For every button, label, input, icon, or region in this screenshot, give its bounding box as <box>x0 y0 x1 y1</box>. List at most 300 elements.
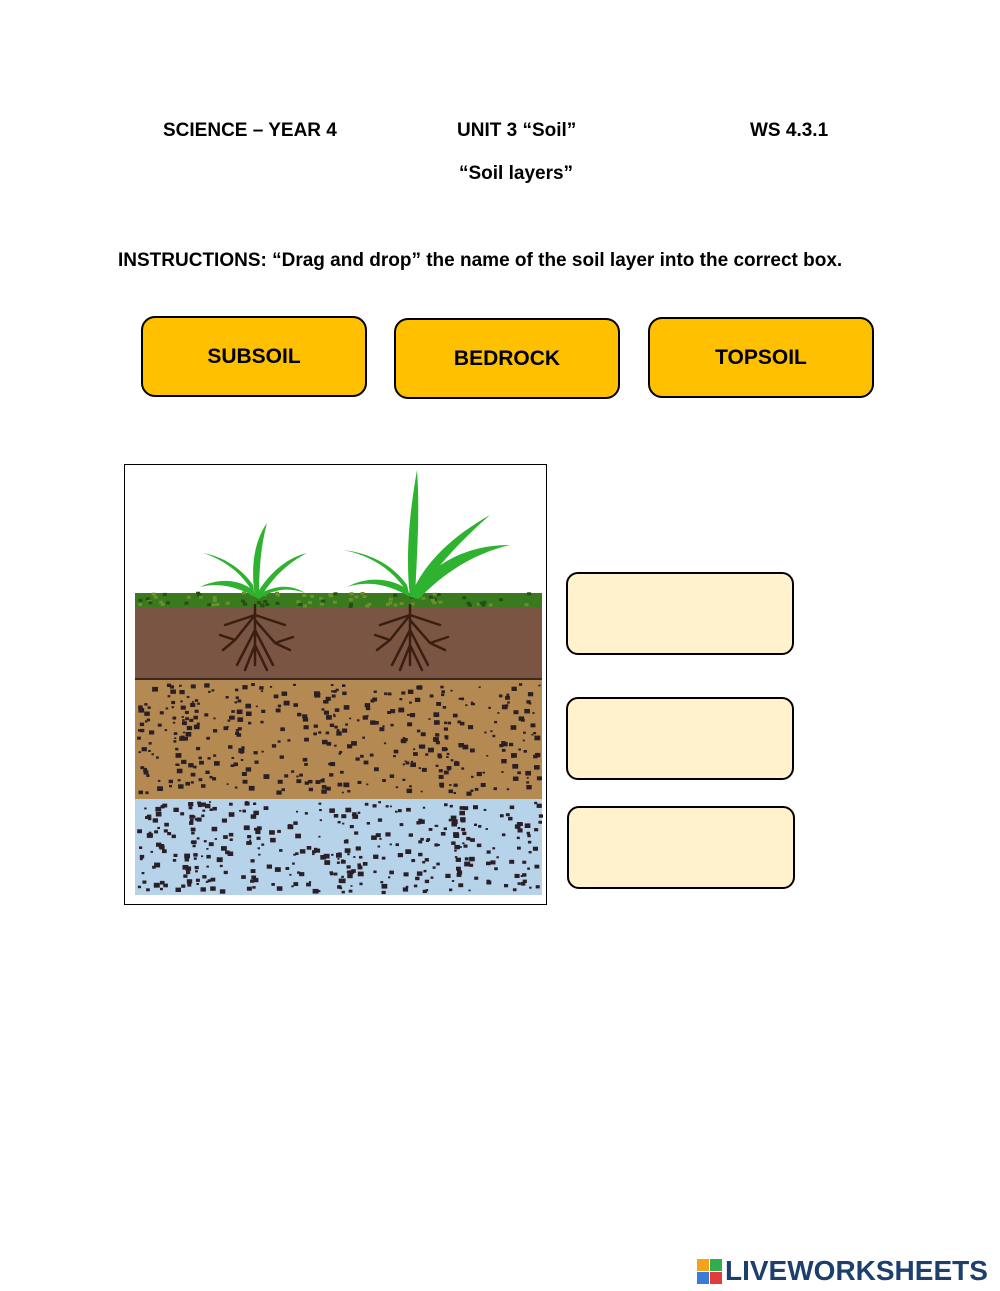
speckle <box>309 881 311 883</box>
speckle <box>472 703 475 705</box>
speckle <box>343 783 349 788</box>
speckle <box>251 859 255 862</box>
speckle <box>199 761 204 765</box>
speckle <box>322 708 325 710</box>
speckle <box>145 791 148 794</box>
speckle <box>428 748 434 753</box>
speckle <box>512 687 517 691</box>
speckle <box>477 844 481 848</box>
grass-tuft <box>320 603 324 606</box>
speckle <box>296 779 301 783</box>
speckle <box>494 867 498 870</box>
speckle <box>331 854 333 856</box>
speckle <box>299 774 303 777</box>
speckle <box>167 684 171 687</box>
speckle <box>342 891 345 894</box>
speckle <box>425 753 428 756</box>
grass-tuft <box>499 598 503 601</box>
grass-tuft <box>462 596 466 599</box>
speckle <box>237 710 243 715</box>
grass-tuft <box>349 603 353 606</box>
speckle <box>403 763 405 765</box>
speckle <box>422 768 427 772</box>
grass-strip <box>135 593 542 607</box>
speckle <box>373 804 377 807</box>
speckle <box>202 810 205 812</box>
speckle <box>313 732 317 735</box>
speckle <box>407 789 413 793</box>
grass-tuft <box>211 603 215 606</box>
speckle <box>425 880 429 883</box>
speckle <box>341 814 346 818</box>
speckle <box>487 850 491 853</box>
grass-tuft <box>199 596 203 599</box>
speckle <box>197 837 200 839</box>
speckle <box>521 882 526 886</box>
speckle <box>304 763 308 766</box>
speckle <box>337 858 339 860</box>
speckle <box>484 809 487 811</box>
speckle <box>258 854 260 856</box>
speckle <box>502 833 506 836</box>
speckle <box>277 886 283 891</box>
grass-tuft <box>166 601 170 604</box>
speckle <box>333 715 335 717</box>
speckle <box>358 872 364 877</box>
grass-tuft <box>276 594 280 597</box>
speckle <box>245 704 251 709</box>
speckle <box>527 777 529 779</box>
speckle <box>382 857 386 860</box>
page-title: “Soil layers” <box>459 163 574 184</box>
speckle <box>201 855 203 857</box>
speckle <box>192 840 197 844</box>
speckle <box>433 866 436 868</box>
speckle <box>278 780 283 784</box>
speckle <box>358 812 361 814</box>
speckle <box>305 812 308 815</box>
speckle <box>406 808 411 812</box>
grass-tuft <box>333 601 337 604</box>
speckle <box>137 737 141 740</box>
speckle <box>156 756 159 758</box>
speckle <box>519 683 522 686</box>
speckle <box>201 803 206 807</box>
speckle <box>238 748 244 753</box>
speckle <box>424 870 427 872</box>
speckle <box>507 701 510 703</box>
speckle <box>192 701 194 703</box>
speckle <box>154 885 157 888</box>
speckle <box>415 698 420 702</box>
speckle <box>138 729 141 732</box>
speckle <box>151 851 154 853</box>
speckle <box>153 818 158 822</box>
drag-tile-subsoil[interactable]: SUBSOIL <box>141 316 367 397</box>
speckle <box>458 743 464 747</box>
logo-blocks-icon <box>697 1259 722 1284</box>
speckle <box>293 882 298 886</box>
speckle <box>284 774 288 777</box>
speckle <box>209 842 214 846</box>
speckle <box>367 822 370 825</box>
speckle <box>173 722 175 724</box>
speckle <box>433 737 439 742</box>
speckle <box>378 801 381 803</box>
plant-leaves <box>200 470 510 599</box>
grass-tuft <box>400 602 404 605</box>
speckle <box>501 771 503 773</box>
speckle <box>337 862 340 864</box>
speckle <box>454 845 460 849</box>
speckle <box>513 777 519 781</box>
drop-box-bottom[interactable] <box>567 806 795 889</box>
speckle <box>526 700 530 703</box>
speckle <box>510 806 515 810</box>
speckle <box>524 709 530 714</box>
speckle <box>237 717 243 722</box>
speckle <box>279 849 282 852</box>
speckle <box>293 821 297 825</box>
speckle <box>174 737 176 739</box>
speckle <box>142 747 147 751</box>
speckle <box>351 885 353 887</box>
speckle <box>291 885 293 887</box>
grass-tuft <box>429 596 433 599</box>
speckle <box>195 866 199 869</box>
speckle <box>258 847 260 849</box>
speckle <box>277 830 281 833</box>
speckle <box>259 686 263 690</box>
speckle <box>335 708 340 712</box>
speckle <box>306 883 311 887</box>
speckle <box>253 803 256 806</box>
speckle <box>324 854 330 859</box>
speckle <box>454 762 460 766</box>
speckle <box>436 765 439 767</box>
speckle <box>256 830 260 833</box>
grass-tuft <box>241 600 245 603</box>
speckle <box>439 775 444 779</box>
speckle <box>354 831 358 834</box>
speckle <box>248 722 251 725</box>
speckle <box>322 778 324 780</box>
speckle <box>342 792 344 794</box>
speckle <box>528 692 533 696</box>
speckle <box>537 776 542 780</box>
speckle <box>196 747 200 750</box>
speckle <box>217 857 223 862</box>
speckle <box>209 801 211 803</box>
speckle <box>370 754 374 757</box>
speckle <box>190 819 194 822</box>
speckle <box>338 821 341 823</box>
speckle <box>539 814 543 817</box>
speckle <box>180 812 184 815</box>
speckle <box>386 805 389 807</box>
speckle <box>293 854 296 856</box>
speckle <box>513 888 517 891</box>
speckle <box>201 815 204 818</box>
speckle <box>448 769 451 771</box>
speckle <box>197 723 200 725</box>
speckle <box>378 818 382 821</box>
speckle <box>191 773 196 777</box>
speckle <box>456 867 461 871</box>
speckle <box>139 751 141 753</box>
speckle <box>221 846 227 851</box>
speckle <box>517 837 520 839</box>
grass-tuft <box>152 593 156 596</box>
speckle <box>464 845 468 848</box>
speckle <box>462 842 464 844</box>
speckle <box>180 700 183 702</box>
speckle <box>262 751 264 753</box>
speckle <box>324 711 329 715</box>
speckle <box>454 850 457 852</box>
speckle <box>201 784 206 788</box>
grass-tuft <box>432 601 436 604</box>
speckle <box>314 725 318 728</box>
speckle <box>407 714 410 716</box>
speckle <box>413 752 418 756</box>
speckle <box>469 857 475 862</box>
speckle <box>239 810 241 812</box>
speckle <box>461 828 465 831</box>
speckle <box>470 749 475 753</box>
speckle <box>197 703 200 705</box>
speckle <box>261 710 265 713</box>
speckle <box>254 751 258 754</box>
grass-tuft <box>349 598 353 601</box>
speckle <box>374 691 377 694</box>
speckle <box>531 734 533 736</box>
speckle <box>533 732 536 734</box>
speckle <box>450 805 453 808</box>
speckle <box>350 825 354 828</box>
speckle <box>184 854 190 859</box>
grass-tuft <box>226 602 230 605</box>
speckle <box>186 732 192 737</box>
speckle <box>149 742 152 745</box>
speckle <box>401 739 407 743</box>
instructions-text: INSTRUCTIONS: “Drag and drop” the name of the soil layer into the correct box. <box>118 250 843 271</box>
speckle <box>169 785 172 787</box>
speckle <box>411 761 413 763</box>
speckle <box>293 684 296 686</box>
speckle <box>193 716 198 720</box>
speckle <box>199 757 202 760</box>
speckle <box>411 859 415 862</box>
speckle <box>270 686 272 688</box>
grass-tuft <box>431 599 435 602</box>
speckle <box>345 808 351 813</box>
grass-tuft <box>433 593 437 596</box>
speckle <box>362 737 365 739</box>
speckle <box>342 729 347 733</box>
speckle <box>488 707 491 709</box>
speckle <box>460 722 465 726</box>
grass-tuft <box>148 601 152 604</box>
speckle <box>409 702 412 704</box>
speckle <box>421 791 423 793</box>
speckle <box>460 846 462 848</box>
speckle <box>174 732 178 735</box>
speckle <box>147 833 153 838</box>
speckle <box>138 708 144 713</box>
speckle <box>271 883 275 886</box>
speckle <box>468 725 473 729</box>
speckle <box>227 726 229 728</box>
speckle <box>237 733 242 737</box>
speckle <box>441 832 446 836</box>
speckle <box>144 808 146 810</box>
drag-tile-bedrock[interactable]: BEDROCK <box>394 318 620 399</box>
speckle <box>155 807 161 812</box>
speckle <box>382 725 384 727</box>
speckle <box>529 887 532 889</box>
speckle <box>220 865 223 867</box>
grass-tuft <box>350 592 354 595</box>
speckle <box>257 826 262 830</box>
speckle <box>384 692 387 695</box>
grass-tuft <box>361 592 365 595</box>
speckle <box>356 846 361 850</box>
speckle <box>486 862 491 866</box>
speckle <box>347 871 351 874</box>
speckle <box>518 828 523 832</box>
speckle <box>359 883 362 886</box>
speckle <box>242 772 247 776</box>
speckle <box>149 730 154 734</box>
speckle <box>476 806 478 808</box>
drag-tile-topsoil[interactable]: TOPSOIL <box>648 317 874 398</box>
speckle <box>509 743 513 746</box>
grass-tuft <box>215 603 219 606</box>
speckle <box>228 720 231 722</box>
speckle <box>140 723 144 727</box>
speckle <box>332 695 336 698</box>
speckle <box>390 844 392 846</box>
speckle <box>334 745 337 747</box>
speckle <box>469 890 471 892</box>
speckle <box>363 862 368 866</box>
speckle <box>220 889 225 893</box>
speckle <box>174 854 178 857</box>
speckle <box>522 861 526 864</box>
grass-tuft <box>242 592 246 595</box>
speckle <box>449 784 451 786</box>
speckle <box>193 845 196 848</box>
speckle <box>152 866 156 869</box>
speckle <box>182 721 187 725</box>
speckle <box>139 846 142 849</box>
speckle <box>431 877 434 879</box>
speckle <box>523 732 526 734</box>
speckle <box>204 683 209 687</box>
grass-tuft <box>296 600 300 603</box>
speckle <box>478 825 481 828</box>
speckle <box>183 737 188 741</box>
speckle <box>429 828 433 831</box>
speckle <box>527 832 530 835</box>
speckle <box>212 777 216 780</box>
speckle <box>340 879 346 884</box>
speckle <box>446 756 448 758</box>
speckle <box>514 710 519 714</box>
speckle <box>187 726 192 730</box>
speckle <box>278 740 281 742</box>
speckle <box>146 774 149 777</box>
speckle <box>373 871 376 874</box>
speckle <box>158 724 162 727</box>
speckle <box>441 694 444 697</box>
speckle <box>373 855 378 859</box>
speckle <box>404 872 409 876</box>
grass-tuft <box>393 594 397 597</box>
speckle <box>256 706 258 708</box>
speckle <box>534 802 537 804</box>
drop-box-middle[interactable] <box>566 697 794 780</box>
liveworksheets-logo <box>697 1255 988 1287</box>
speckle <box>324 860 330 865</box>
speckle <box>189 719 193 722</box>
drop-box-top[interactable] <box>566 572 794 655</box>
speckle <box>483 772 485 774</box>
speckle <box>528 841 531 844</box>
speckle <box>251 683 255 686</box>
grass-tuft <box>421 597 425 600</box>
speckle <box>173 740 176 742</box>
speckle <box>244 825 250 830</box>
speckle <box>142 872 145 874</box>
speckle <box>144 771 149 775</box>
speckle <box>146 888 150 891</box>
speckle <box>385 832 390 836</box>
speckle <box>320 819 322 821</box>
speckle <box>382 779 386 782</box>
speckle <box>342 684 345 687</box>
speckle <box>436 863 440 866</box>
speckle <box>538 821 542 824</box>
speckle <box>232 757 235 759</box>
speckle <box>191 828 196 832</box>
speckle <box>515 874 520 878</box>
topsoil-layer <box>135 605 542 680</box>
speckle <box>318 731 321 733</box>
speckle <box>461 767 464 769</box>
speckle <box>163 884 168 888</box>
speckle <box>276 791 281 795</box>
speckle <box>242 685 247 689</box>
grass-tuft <box>161 603 165 606</box>
speckle <box>202 875 206 878</box>
speckle <box>347 790 350 793</box>
speckle <box>405 849 411 854</box>
speckle <box>181 760 186 764</box>
speckle <box>378 846 381 848</box>
speckle <box>182 719 184 721</box>
speckle <box>356 757 360 760</box>
speckle <box>164 823 169 827</box>
speckle <box>471 776 474 778</box>
speckle <box>519 716 525 720</box>
speckle <box>512 756 514 758</box>
speckle <box>171 701 175 704</box>
speckle <box>481 783 486 787</box>
speckle <box>296 776 298 778</box>
speckle <box>419 745 424 749</box>
